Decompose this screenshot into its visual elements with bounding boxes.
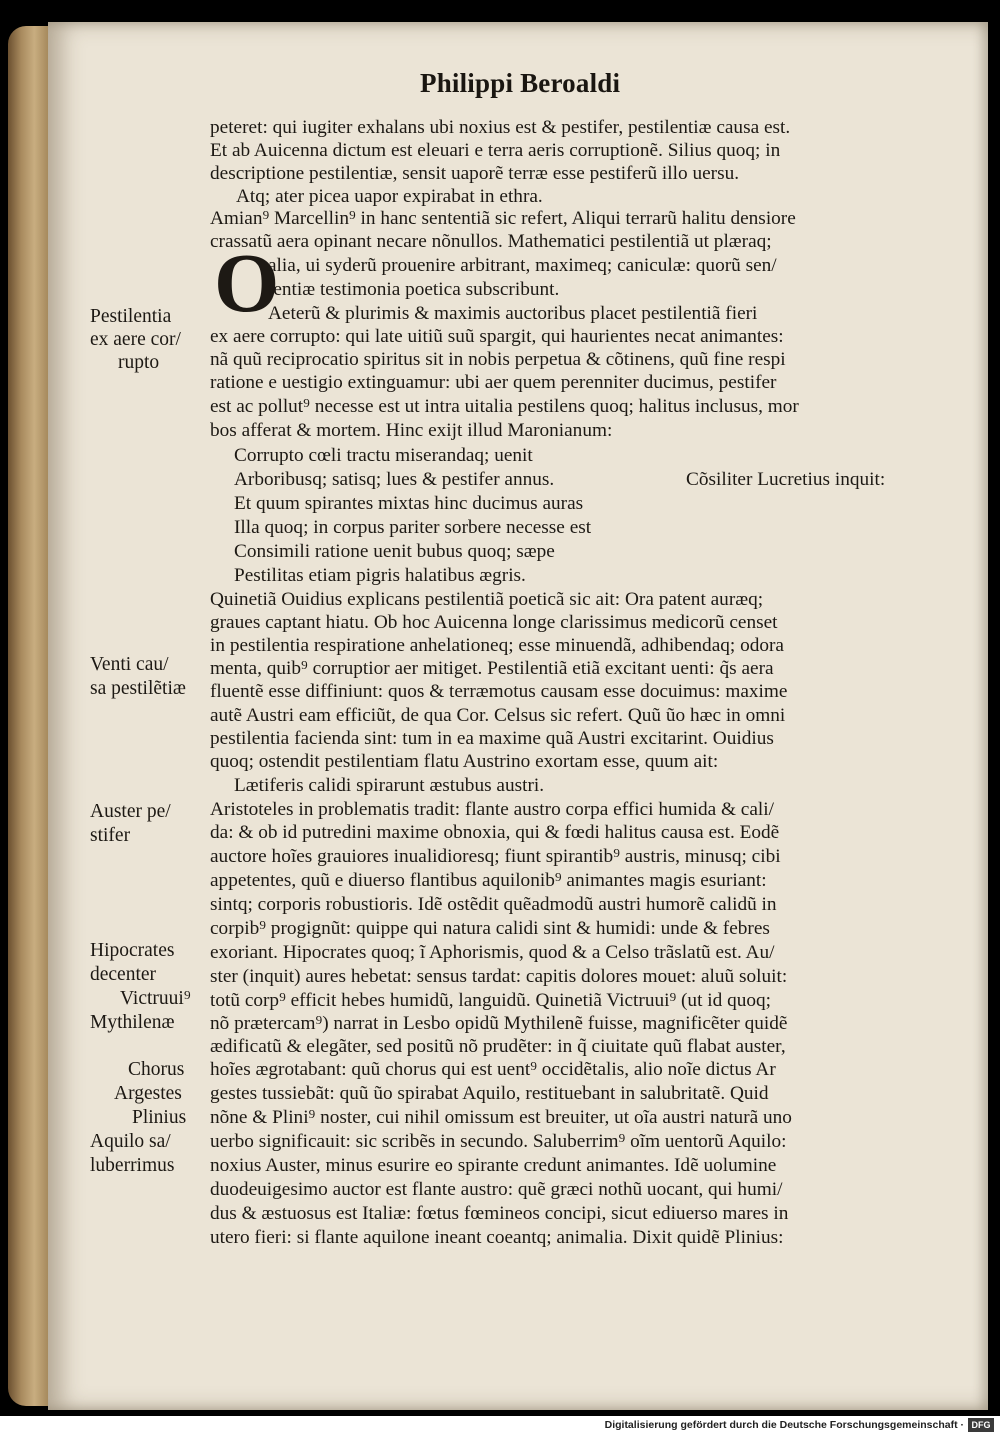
text-line: noxius Auster, minus esurire eo spirante credunt animantes. Idẽ uolumine	[210, 1155, 777, 1176]
text-line: Quinetiã Ouidius explicans pestilentiã poeticã sic ait: Ora patent auræq;	[210, 589, 764, 610]
text-line: hoĩes ægrotabant: quũ chorus qui est uent⁹ occidẽtalis, alio noĩe dictus Ar	[210, 1059, 776, 1080]
text-line: crassatũ aera opinant necare nõnullos. Mathematici pestilentiã ut plæraq;	[210, 231, 772, 252]
text-line: ster (inquit) aures hebetat: sensus tardat: capitis dolores mouet: aluũ soluit:	[210, 966, 788, 987]
drop-cap-initial: O	[214, 237, 280, 330]
text-line: uerbo significauit: sic scribẽs in secundo. Saluberrim⁹ oĩm uentorũ Aquilo:	[210, 1131, 787, 1152]
text-line: quoq; ostendit pestilentiam flatu Austrino exortam esse, quum ait:	[210, 751, 719, 772]
margin-note: stifer	[90, 825, 131, 846]
margin-note: Hipocrates	[90, 940, 175, 961]
margin-note: Venti cau/	[90, 654, 169, 675]
text-line: appetentes, quũ e diuerso flantibus aquilonib⁹ animantes magis esuriant:	[210, 870, 767, 891]
text-line: in pestilentia respiratione anhelationeq; esse minuendã, adhibendaq; odora	[210, 635, 784, 656]
margin-note: Plinius	[132, 1107, 187, 1128]
text-line: da: & ob id putredini maxime obnoxia, qui & fœdi halitus causa est. Eodẽ	[210, 822, 780, 843]
verse-line: Arboribusq; satisq; lues & pestifer annus.	[234, 469, 555, 490]
margin-note: luberrimus	[90, 1155, 175, 1176]
text-line: fluentẽ esse diffiniunt: quos & terræmotus causam esse docuimus: maxime	[210, 681, 788, 702]
text-line: nõ prætercam⁹) narrat in Lesbo opidũ Mythilenẽ fuisse, magnificẽter quidẽ	[210, 1013, 788, 1034]
text-line: Aristoteles in problematis tradit: flante austro corpa effici humida & cali/	[210, 799, 774, 820]
margin-note: Argestes	[114, 1083, 182, 1104]
margin-note: ex aere cor/	[90, 329, 181, 350]
text-line: ædificatũ & elegãter, sed positũ nõ prudẽter: in q̃ ciuitate quũ flabat auster,	[210, 1036, 786, 1057]
book-edge	[8, 26, 52, 1406]
text-line: duodeuigesimo auctor est flante austro: quẽ græci nothũ uocant, qui humi/	[210, 1179, 783, 1200]
text-line: nõne & Plini⁹ noster, cui nihil omissum est breuiter, ut oĩa austri naturã uno	[210, 1107, 792, 1128]
text-line: dus & æstuosus est Italiæ: fœtus fœmineos concipi, sicut ediuerso mares in	[210, 1203, 789, 1224]
verse-line: Et quum spirantes mixtas hinc ducimus auras	[234, 493, 584, 514]
text-line: Amian⁹ Marcellin⁹ in hanc sententiã sic refert, Aliqui terrarũ halitu densiore	[210, 208, 796, 229]
verse-line: Corrupto cœli tractu miserandaq; uenit	[234, 445, 533, 466]
text-line: Atq; ater picea uapor expirabat in ethra.	[236, 186, 543, 207]
text-line: autẽ Austri eam efficiũt, de qua Cor. Celsus sic refert. Quũ ũo hæc in omni	[210, 705, 786, 726]
verse-line: Lætiferis calidi spirarunt æstubus austri.	[234, 775, 545, 796]
text-line: tentiæ testimonia poetica subscribunt.	[268, 279, 560, 300]
inline-verse-attribution: Cõsiliter Lucretius inquit:	[686, 469, 886, 490]
text-line: totũ corp⁹ efficit hebes humidũ, languidũ. Quinetiã Victruui⁹ (ut id quoq;	[210, 990, 771, 1011]
text-line: alia, ui syderũ prouenire arbitrant, maximeq; caniculæ: quorũ sen/	[268, 255, 777, 276]
text-line: ex aere corrupto: qui late uitiũ suũ spargit, qui haurientes necat animantes:	[210, 326, 784, 347]
text-line: utero fieri: si flante aquilone ineant coeantq; animalia. Dixit quidẽ Plinius:	[210, 1227, 784, 1248]
text-line: auctore hoĩes grauiores inualidioresq; fiunt spirantib⁹ austris, minusq; cibi	[210, 846, 781, 867]
margin-note: Auster pe/	[90, 801, 171, 822]
margin-note: Pestilentia	[90, 306, 172, 327]
margin-note: Victruui⁹	[120, 988, 191, 1009]
margin-note: decenter	[90, 964, 157, 985]
text-line: pestilentia facienda sint: tum in ea maxime quã Austri excitarint. Ouidius	[210, 728, 774, 749]
text-line: menta, quib⁹ corruptior aer mitiget. Pestilentiã etiã excitant uenti: q̃s aera	[210, 658, 774, 679]
margin-note: sa pestilẽtiæ	[90, 678, 186, 699]
running-header: Philippi Beroaldi	[420, 68, 621, 98]
text-line: exoriant. Hipocrates quoq; ĩ Aphorismis, quod & a Celso trãslatũ est. Au/	[210, 942, 775, 963]
dfg-logo: DFG	[968, 1418, 994, 1432]
verse-line: Pestilitas etiam pigris halatibus ægris.	[234, 565, 526, 586]
margin-note: rupto	[118, 352, 160, 373]
text-line: Aeterũ & plurimis & maximis auctoribus placet pestilentiã fieri	[268, 303, 758, 324]
text-line: corpib⁹ progignũt: quippe qui natura calidi sint & humidi: unde & febres	[210, 918, 770, 939]
margin-note: Aquilo sa/	[90, 1131, 171, 1152]
text-line: nã quũ reciprocatio spiritus sit in nobis perpetua & cõtinens, quũ fine respi	[210, 349, 786, 370]
margin-note: Chorus	[128, 1059, 185, 1080]
text-line: graues captant hiatu. Ob hoc Auicenna longe clarissimus medicorũ censet	[210, 612, 778, 633]
text-line: bos afferat & mortem. Hinc exijt illud Maronianum:	[210, 420, 613, 441]
text-line: sintq; corporis robustioris. Idẽ ostẽdit quẽadmodũ austri humorẽ calidũ in	[210, 894, 777, 915]
verse-line: Illa quoq; in corpus pariter sorbere necesse est	[234, 517, 592, 538]
text-line: peteret: qui iugiter exhalans ubi noxius est & pestifer, pestilentiæ causa est.	[210, 117, 791, 138]
text-line: descriptione pestilentiæ, sensit uaporẽ terræ esse pestiferũ illo uersu.	[210, 163, 740, 184]
text-line: est ac pollut⁹ necesse est ut intra uitalia pestilens quoq; halitus inclusus, mor	[210, 396, 799, 417]
text-line: Et ab Auicenna dictum est eleuari e terra aeris corruptionẽ. Silius quoq; in	[210, 140, 781, 161]
margin-note: Mythilenæ	[90, 1012, 175, 1033]
text-line: ratione e uestigio extinguamur: ubi aer quem perenniter ducimus, pestifer	[210, 372, 777, 393]
text-line: gestes tussiebãt: quũ ũo spirabat Aquilo, restituebant in salubritatẽ. Quid	[210, 1083, 769, 1104]
funding-notice: Digitalisierung gefördert durch die Deutsche Forschungsgemeinschaft ·	[604, 1419, 964, 1431]
verse-line: Consimili ratione uenit bubus quoq; sæpe	[234, 541, 555, 562]
